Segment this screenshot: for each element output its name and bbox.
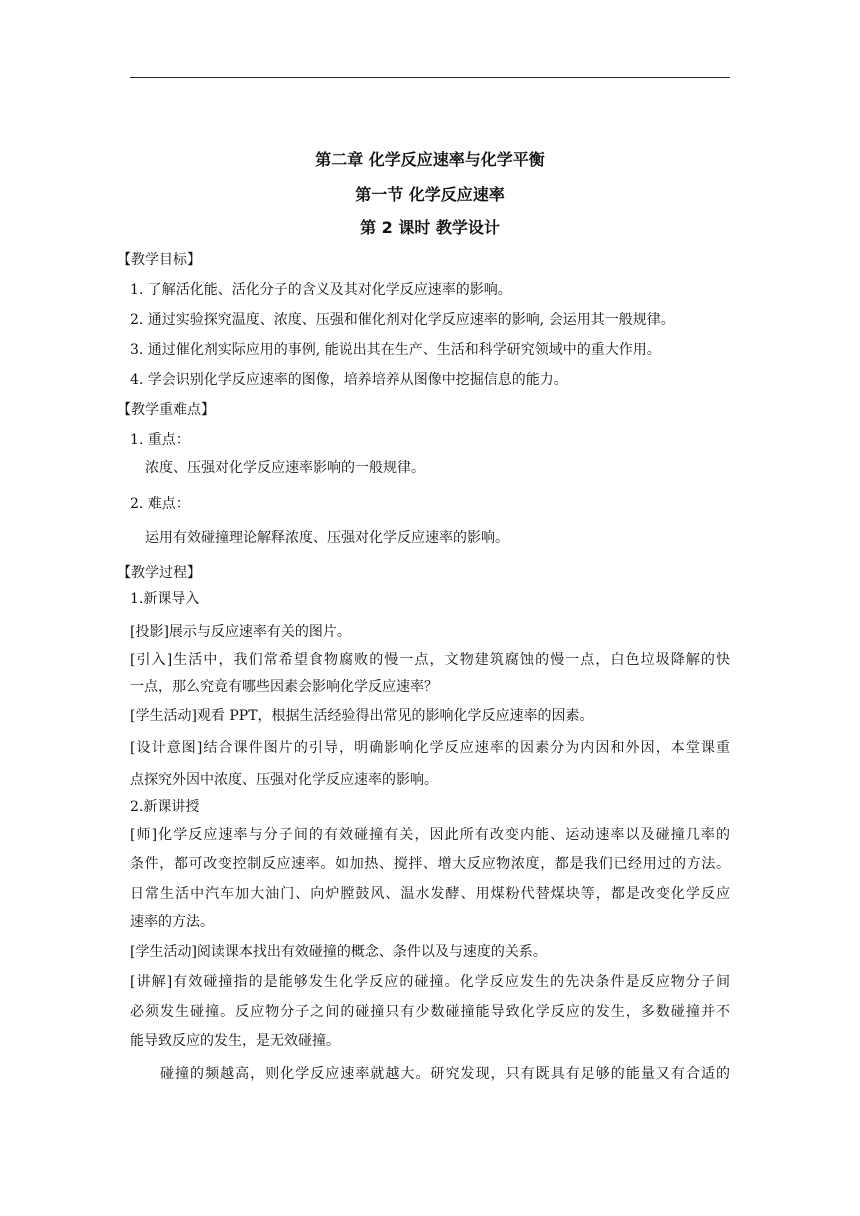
process-line: [投影]展示与反应速率有关的图片。 (130, 624, 351, 640)
goal-item: 1. 了解活化能、活化分子的含义及其对化学反应速率的影响。 (130, 282, 512, 298)
goal-item: 2. 通过实验探究温度、浓度、压强和催化剂对化学反应速率的影响, 会运用其一般规律。 (130, 312, 675, 328)
goal-item: 3. 通过催化剂实际应用的事例, 能说出其在生产、生活和科学研究领域中的重大作用。 (130, 342, 661, 358)
process-line: [学生活动]观看 PPT，根据生活经验得出常见的影响化学反应速率的因素。 (130, 708, 594, 724)
process-heading: 【教学过程】 (117, 565, 201, 581)
process-line: [设计意图]结合课件图片的引导，明确影响化学反应速率的因素分为内因和外因，本堂课重 (130, 740, 730, 756)
process-line: 1.新课导入 (130, 591, 200, 607)
process-line: 条件，都可改变控制反应速率。如加热、搅拌、增大反应物浓度，都是我们已经用过的方法。 (130, 856, 730, 872)
key-label: 1. 重点： (130, 432, 190, 448)
process-line: 一点，那么究竟有哪些因素会影响化学反应速率？ (130, 679, 438, 695)
section-title: 第一节 化学反应速率 (355, 185, 505, 204)
process-line: 日常生活中汽车加大油门、向炉膛鼓风、温水发酵、用煤粉代替煤块等，都是改变化学反应 (130, 886, 730, 902)
process-line: 必须发生碰撞。反应物分子之间的碰撞只有少数碰撞能导致化学反应的发生，多数碰撞并不 (130, 1004, 730, 1020)
chapter-title: 第二章 化学反应速率与化学平衡 (315, 150, 545, 169)
process-line: 能导致反应的发生，是无效碰撞。 (130, 1033, 340, 1049)
keypoints-heading: 【教学重难点】 (117, 402, 215, 418)
process-line: 点探究外因中浓度、压强对化学反应速率的影响。 (130, 772, 438, 788)
process-line: [师]化学反应速率与分子间的有效碰撞有关，因此所有改变内能、运动速率以及碰撞几率的 (130, 827, 730, 843)
difficult-text: 运用有效碰撞理论解释浓度、压强对化学反应速率的影响。 (145, 530, 509, 546)
process-line: [讲解]有效碰撞指的是能够发生化学反应的碰撞。化学反应发生的先决条件是反应物分子间 (130, 974, 730, 990)
difficult-label: 2. 难点： (130, 496, 190, 512)
process-line: 2.新课讲授 (130, 799, 200, 815)
process-line: 速率的方法。 (130, 914, 214, 930)
goals-heading: 【教学目标】 (117, 252, 201, 268)
process-line: 碰撞的频越高，则化学反应速率就越大。研究发现，只有既具有足够的能量又有合适的 (160, 1066, 730, 1082)
lesson-title: 第 2 课时 教学设计 (360, 218, 500, 237)
key-text: 浓度、压强对化学反应速率影响的一般规律。 (145, 460, 425, 476)
process-line: [引入]生活中，我们常希望食物腐败的慢一点，文物建筑腐蚀的慢一点，白色垃圾降解的快 (130, 652, 730, 668)
header-rule (130, 77, 730, 78)
process-line: [学生活动]阅读课本找出有效碰撞的概念、条件以及与速度的关系。 (130, 944, 547, 960)
goal-item: 4. 学会识别化学反应速率的图像，培养培养从图像中挖掘信息的能力。 (130, 372, 568, 388)
